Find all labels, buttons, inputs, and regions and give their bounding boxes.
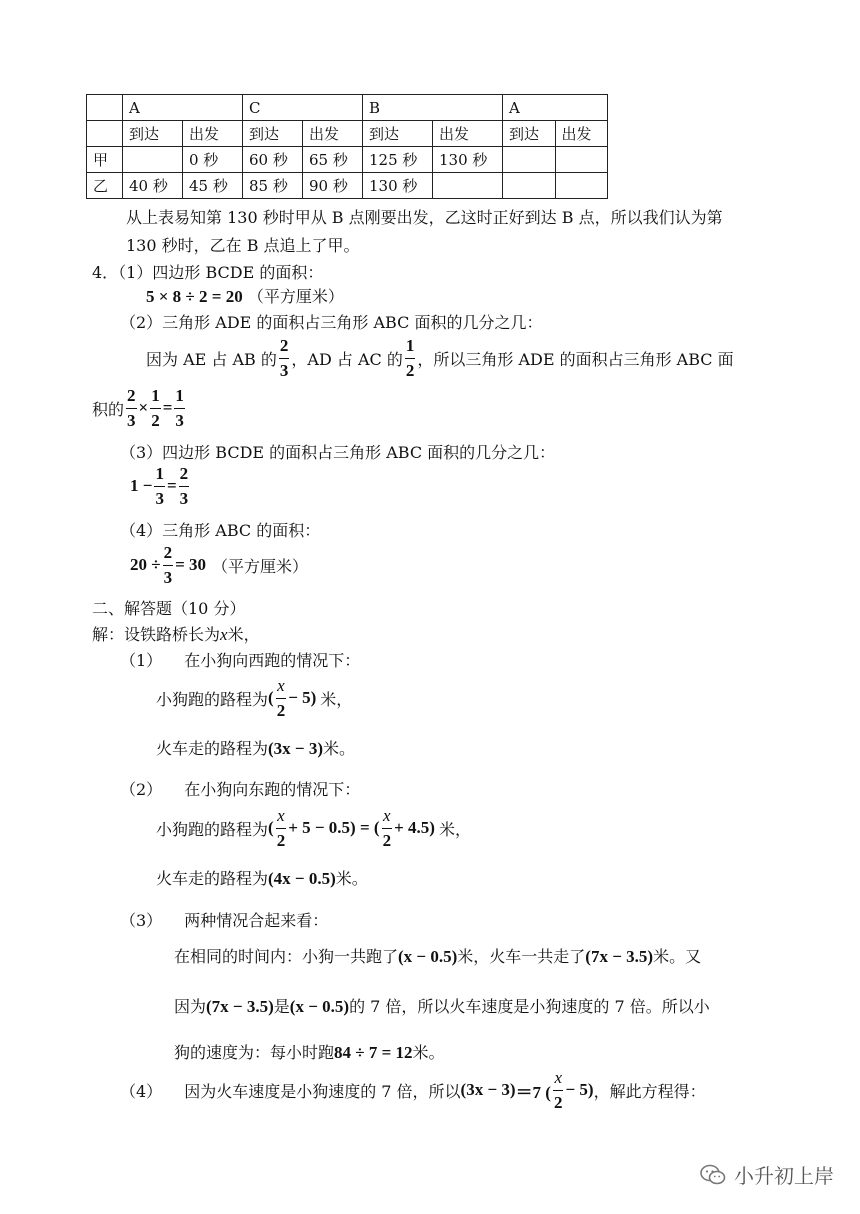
header-cell: C (243, 95, 363, 121)
table-cell: 0 秒 (183, 147, 243, 173)
s2-dog-distance: 小狗跑的路程为 ( $\frac{x}{2}$ + 5 − 0.5) = ( $\frac{x}{2}$ + 4.5) 米， (156, 806, 471, 850)
table-cell: 40 秒 (123, 173, 183, 199)
fraction: $\frac{1}{2}$ (405, 336, 415, 380)
fraction: $\frac{1}{3}$ (175, 386, 184, 430)
table-row (87, 173, 608, 199)
subheader-cell: 到达 (503, 121, 556, 147)
s3-line-1: 在相同的时间内：小狗一共跑了(x − 0.5)米，火车一共走了(7x − 3.5)米。又 (174, 947, 702, 966)
s1-train-distance: 火车走的路程为(3x − 3)米。 (156, 739, 356, 758)
s1-heading: （1） 在小狗向西跑的情况下： (120, 651, 361, 670)
subheader-cell: 到达 (123, 121, 183, 147)
fraction: $\frac{2}{3}$ (279, 336, 289, 380)
subheader-cell: 到达 (363, 121, 433, 147)
part2-intro: 解：设铁路桥长为x米， (92, 625, 260, 644)
fraction: $\frac{2}{3}$ (127, 386, 136, 430)
table-conclusion-line-2: 130 秒时，乙在 B 点追上了甲。 (126, 236, 360, 255)
q4-part1-label: 4．（1）四边形 BCDE 的面积： (92, 263, 324, 282)
fraction: $\frac{1}{3}$ (155, 464, 164, 508)
table-cell (123, 147, 183, 173)
watermark-text: 小升初上岸 (734, 1164, 834, 1188)
header-cell: A (503, 95, 608, 121)
route-table (86, 94, 608, 199)
table-cell: 45 秒 (183, 173, 243, 199)
table-conclusion-line-1: 从上表易知第 130 秒时甲从 B 点刚要出发，乙这时正好到达 B 点，所以我们认为第 (126, 208, 723, 227)
q4-part3-label: （3）四边形 BCDE 的面积占三角形 ABC 面积的几分之几： (120, 443, 556, 462)
header-cell: A (123, 95, 243, 121)
fraction: $\frac{2}{3}$ (163, 543, 173, 587)
row-name: 甲 (87, 147, 123, 173)
subheader-cell: 出发 (433, 121, 503, 147)
q4-part1-calc: 5 × 8 ÷ 2 = 20 （平方厘米） (146, 287, 344, 306)
s3-line-2: 因为(7x − 3.5)是(x − 0.5)的 7 倍，所以火车速度是小狗速度的 7 倍。所以小 (174, 997, 710, 1016)
table-row (87, 95, 608, 121)
q4-part4-label: （4）三角形 ABC 的面积： (120, 521, 321, 540)
fraction: $\frac{x}{2}$ (553, 1068, 563, 1112)
s3-heading: （3） 两种情况合起来看： (120, 911, 329, 930)
s2-heading: （2） 在小狗向东跑的情况下： (120, 780, 361, 799)
table-cell: 90 秒 (303, 173, 363, 199)
table-cell: 130 秒 (363, 173, 433, 199)
q4-part4-calc: 20 ÷ $\frac{2}{3}$ = 30 （平方厘米） (130, 543, 309, 587)
table-cell (503, 147, 556, 173)
q4-part2-reason: 因为 AE 占 AB 的 $\frac{2}{3}$ ，AD 占 AC 的 $\frac{1}{2}$ ，所以三角形 ADE 的面积占三角形 ABC 面 (146, 336, 734, 380)
table-cell (503, 173, 556, 199)
table-cell: 60 秒 (243, 147, 303, 173)
table-cell: 85 秒 (243, 173, 303, 199)
subheader-cell: 出发 (555, 121, 608, 147)
row-name: 乙 (87, 173, 123, 199)
table-cell: 125 秒 (363, 147, 433, 173)
table-cell: 130 秒 (433, 147, 503, 173)
table-cell: 65 秒 (303, 147, 363, 173)
watermark (700, 1160, 834, 1189)
s1-dog-distance: 小狗跑的路程为 ( $\frac{x}{2}$ − 5) 米， (156, 676, 353, 720)
s4-line: （4） 因为火车速度是小狗速度的 7 倍，所以 (3x − 3) ＝7 ( $\frac{x}{2}$ − 5) ，解此方程得： (120, 1068, 706, 1112)
fraction: $\frac{x}{2}$ (382, 806, 392, 850)
q4-part2-label: （2）三角形 ADE 的面积占三角形 ABC 面积的几分之几： (120, 313, 543, 332)
s2-train-distance: 火车走的路程为(4x − 0.5)米。 (156, 869, 368, 888)
table-row (87, 147, 608, 173)
fraction: $\frac{2}{3}$ (179, 464, 189, 508)
table-cell (555, 173, 608, 199)
subheader-cell: 到达 (243, 121, 303, 147)
wechat-icon (700, 1164, 726, 1186)
table-cell (433, 173, 503, 199)
fraction: $\frac{x}{2}$ (276, 806, 286, 850)
header-cell: B (363, 95, 503, 121)
q4-part3-calc: 1 − $\frac{1}{3}$ = $\frac{2}{3}$ (130, 464, 189, 508)
subheader-cell: 出发 (303, 121, 363, 147)
part2-title: 二、解答题（10 分） (92, 599, 246, 618)
subheader-cell: 出发 (183, 121, 243, 147)
s3-line-3: 狗的速度为：每小时跑84 ÷ 7 = 12米。 (174, 1043, 445, 1062)
table-row (87, 121, 608, 147)
q4-part2-calc: 积的 $\frac{2}{3}$ × $\frac{1}{2}$ = $\frac{1}{3}$ (92, 386, 184, 430)
table-cell (555, 147, 608, 173)
fraction: $\frac{1}{2}$ (151, 386, 160, 430)
fraction: $\frac{x}{2}$ (276, 676, 286, 720)
